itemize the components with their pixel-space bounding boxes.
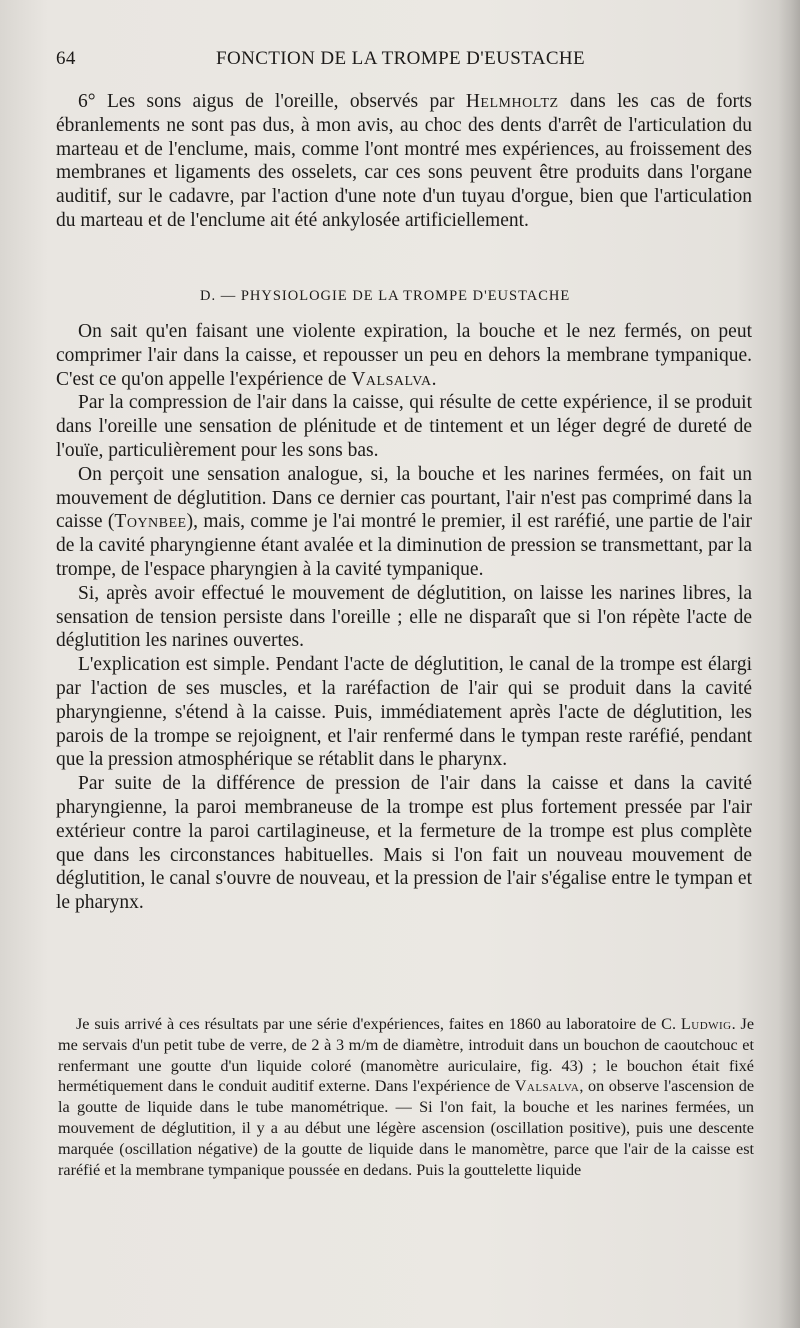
- paragraph-pression: Par suite de la différence de pression de l'air dans la caisse et dans la cavité pharyngienne, la paroi membraneuse de la trompe est plus fortement pressée par l'air extérieur contre la paroi cartilagineuse, et la fermeture de la trompe est plus complète que dans les circonstances habituelles. Mais si l'on fait un nouveau mouvement de déglutition, le canal s'ouvre de nouveau, et la pression de l'air s'égalise entre le tympan et le pharynx.: [56, 773, 752, 914]
- text-run: ), mais, comme je l'ai montré le premier, il est raréfié, une partie de l'air de la cavité pharyngienne étant avalée et la diminution de pression se transmettant, par la trompe, de l'espace pharyngien à la cavité tympanique.: [56, 511, 752, 580]
- paragraph-narines: Si, après avoir effectué le mouvement de déglutition, on laisse les narines libres, la sensation de tension persiste dans l'oreille ; elle ne disparaît que si l'on répète l'acte de déglutition les narines ouvertes.: [56, 582, 752, 652]
- paragraph-6: [56, 90, 752, 233]
- main-text-block: [56, 320, 752, 915]
- paragraph-valsalva: [56, 320, 752, 391]
- author-name: Valsalva: [514, 1077, 580, 1096]
- author-name: Valsalva: [351, 368, 432, 390]
- text-run: dans les cas de forts ébranlements ne sont pas dus, à mon avis, au choc des dents d'arrêt de l'articulation du marteau et de l'enclume, mais, comme l'ont montré mes expériences, au froissement des membranes et ligaments des osselets, car ces sons peuvent être produits dans l'organe auditif, sur le cadavre, par l'action d'une note d'un tuyau d'orgue, bien que l'articulation du marteau et de l'enclume ait été ankylosée artificiellement.: [56, 91, 752, 231]
- paragraph-compression: Par la compression de l'air dans la caisse, qui résulte de cette expérience, il se produit dans l'oreille une sensation de plénitude et de tintement et un léger degré de dureté de l'ouïe, particulièrement pour les sons bas.: [56, 392, 752, 461]
- text-run: 6° Les sons aigus de l'oreille, observés par: [78, 91, 466, 112]
- footnote: [58, 1014, 754, 1180]
- text-run: , on observe l'ascension de la goutte de liquide dans le tube manométrique. — Si l'on fait, la bouche et les narines fermées, un mouvement de déglutition, il y a au début une légère ascension (oscillation positive), puis une descente marquée (oscillation négative) de la goutte de liquide dans le manomètre, parce que l'air de la caisse est raréfié et la membrane tympanique poussée en dedans. Puis la gouttelette liquide: [58, 1077, 755, 1179]
- author-name: Toynbee: [114, 511, 187, 533]
- text-run: On perçoit une sensation analogue, si, la bouche et les narines fermées, on fait un mouvement de déglutition. Dans ce dernier cas pourtant, l'air n'est pas comprimé dans la caisse (: [56, 463, 752, 533]
- running-title: FONCTION DE LA TROMPE D'EUSTACHE: [216, 48, 586, 69]
- page-edge-shadow: [778, 0, 800, 1328]
- author-name: Ludwig: [680, 1015, 732, 1033]
- running-header: [56, 48, 746, 76]
- author-name: Helmholtz: [465, 91, 559, 112]
- text-run: . Je me servais d'un petit tube de verre, de 2 à 3 m/m de diamètre, introduit dans un bouchon de caoutchouc et renfermant une goutte d'un liquide coloré (manomètre auriculaire, fig. 43) ; le bouchon était fixé hermétiquement dans le conduit auditif externe. Dans l'expérience de: [58, 1015, 755, 1096]
- text-run: Je suis arrivé à ces résultats par une série d'expériences, faites en 1860 au laboratoire de C.: [76, 1015, 681, 1033]
- section-heading: D. — PHYSIOLOGIE DE LA TROMPE D'EUSTACHE: [200, 288, 571, 304]
- paragraph-deglutition: [56, 463, 752, 582]
- text-run: On sait qu'en faisant une violente expiration, la bouche et le nez fermés, on peut comprimer l'air dans la caisse, et repousser un peu en dehors la membrane tympanique. C'est ce qu'on appelle l'expérience de: [56, 321, 752, 390]
- page-number: 64: [56, 48, 76, 69]
- paragraph-explication: L'explication est simple. Pendant l'acte de déglutition, le canal de la trompe est élargi par l'action de ses muscles, et la raréfaction de l'air qui se produit dans la cavité pharyngienne, s'étend à la caisse. Puis, immédiatement après l'acte de déglutition, les parois de la trompe se rejoignent, et l'air renfermé dans le tympan reste raréfié, pendant que la pression atmosphérique se rétablit dans le pharynx.: [56, 654, 752, 771]
- text-run: .: [431, 368, 437, 390]
- intro-block: [56, 90, 752, 233]
